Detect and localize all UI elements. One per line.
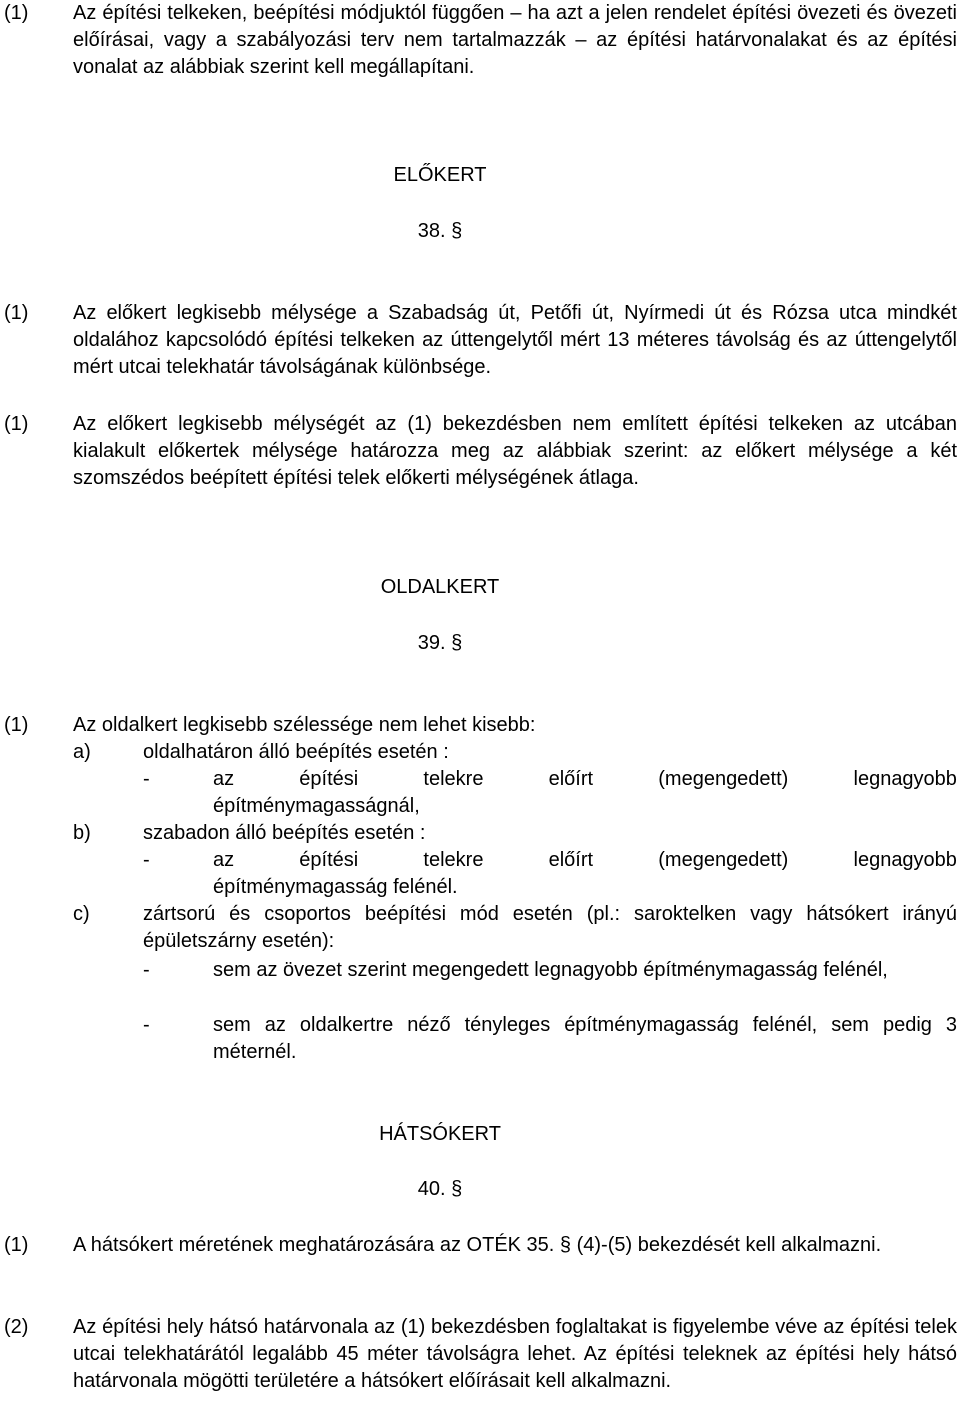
dash-marker: - <box>143 959 150 981</box>
paragraph-number: (1) <box>4 2 29 24</box>
dash-item-continuation: építménymagasságnál, <box>213 795 420 817</box>
paragraph-40-1 <box>0 1232 960 1259</box>
section-heading-elokert: ELŐKERT <box>393 164 487 186</box>
paragraph-number: (1) <box>4 302 29 324</box>
paragraph-38-2 <box>0 411 960 492</box>
paragraph-text: Az építési telkeken, beépítési módjuktól függően – ha azt a jelen rendelet építési övezeti és övezeti előírásai, vagy a szabályozási terv nem tartalmazzák – az építési határvonalakat és az építési vonalat az alábbiak szerint kell megállapítani. <box>73 2 957 78</box>
paragraph-39-1 <box>0 712 960 739</box>
list-text: szabadon álló beépítés esetén : <box>143 822 426 844</box>
paragraph-text: Az oldalkert legkisebb szélessége nem lehet kisebb: <box>73 714 536 736</box>
section-number-38: 38. § <box>417 220 463 242</box>
paragraph-number: (2) <box>4 1316 29 1338</box>
dash-item-text: sem az övezet szerint megengedett legnagyobb építménymagasság felénél, <box>213 959 888 981</box>
paragraph-number: (1) <box>4 413 29 435</box>
dash-marker: - <box>143 1014 150 1036</box>
dash-item-line: az építési telekre előírt (megengedett) legnagyobb <box>213 849 957 871</box>
list-text: oldalhatáron álló beépítés esetén : <box>143 741 449 763</box>
list-label: a) <box>73 741 91 763</box>
paragraph-text: Az előkert legkisebb mélysége a Szabadság út, Petőfi út, Nyírmedi út és Rózsa utca mindkét oldalához kapcsolódó építési telkeken az úttengelytől mért 13 méteres távolság és az úttengelytől mért utcai telekhatár távolságának különbsége. <box>73 302 957 378</box>
dash-marker: - <box>143 849 150 871</box>
section-number-40: 40. § <box>417 1178 463 1200</box>
paragraph-text: Az építési hely hátsó határvonala az (1) bekezdésben foglaltakat is figyelembe véve az építési telek utcai telekhatárától legalább 45 méter távolságra lehet. Az építési teleknek az építési hely hátsó határvonala mögötti területére a hátsókert előírásait kell alkalmazni. <box>73 1316 957 1392</box>
list-label: b) <box>73 822 91 844</box>
paragraph-text: A hátsókert méretének meghatározására az OTÉK 35. § (4)-(5) bekezdését kell alkalmazni. <box>73 1234 882 1256</box>
section-number-39: 39. § <box>417 632 463 654</box>
list-text: zártsorú és csoportos beépítési mód esetén (pl.: saroktelken vagy hátsókert irányú épületszárny esetén): <box>143 903 957 952</box>
dash-item-text: sem az oldalkertre néző tényleges építménymagasság felénél, sem pedig 3 méternél. <box>213 1014 957 1063</box>
list-label: c) <box>73 903 90 925</box>
paragraph-number: (1) <box>4 1234 29 1256</box>
section-heading-hatsokert: HÁTSÓKERT <box>379 1123 501 1145</box>
paragraph-text: Az előkert legkisebb mélységét az (1) bekezdésben nem említett építési telkeken az utcában kialakult előkertek mélysége határozza meg az alábbiak szerint: az előkert mélysége a két szomszédos beépített építési telek előkerti mélységének átlaga. <box>73 413 957 489</box>
dash-item-line: az építési telekre előírt (megengedett) legnagyobb <box>213 768 957 790</box>
paragraph-40-2 <box>0 1314 960 1395</box>
paragraph-38-1 <box>0 300 960 381</box>
paragraph-number: (1) <box>4 714 29 736</box>
dash-marker: - <box>143 768 150 790</box>
dash-item-continuation: építménymagasság felénél. <box>213 876 458 898</box>
intro-paragraph <box>0 0 960 81</box>
section-heading-oldalkert: OLDALKERT <box>380 576 500 598</box>
